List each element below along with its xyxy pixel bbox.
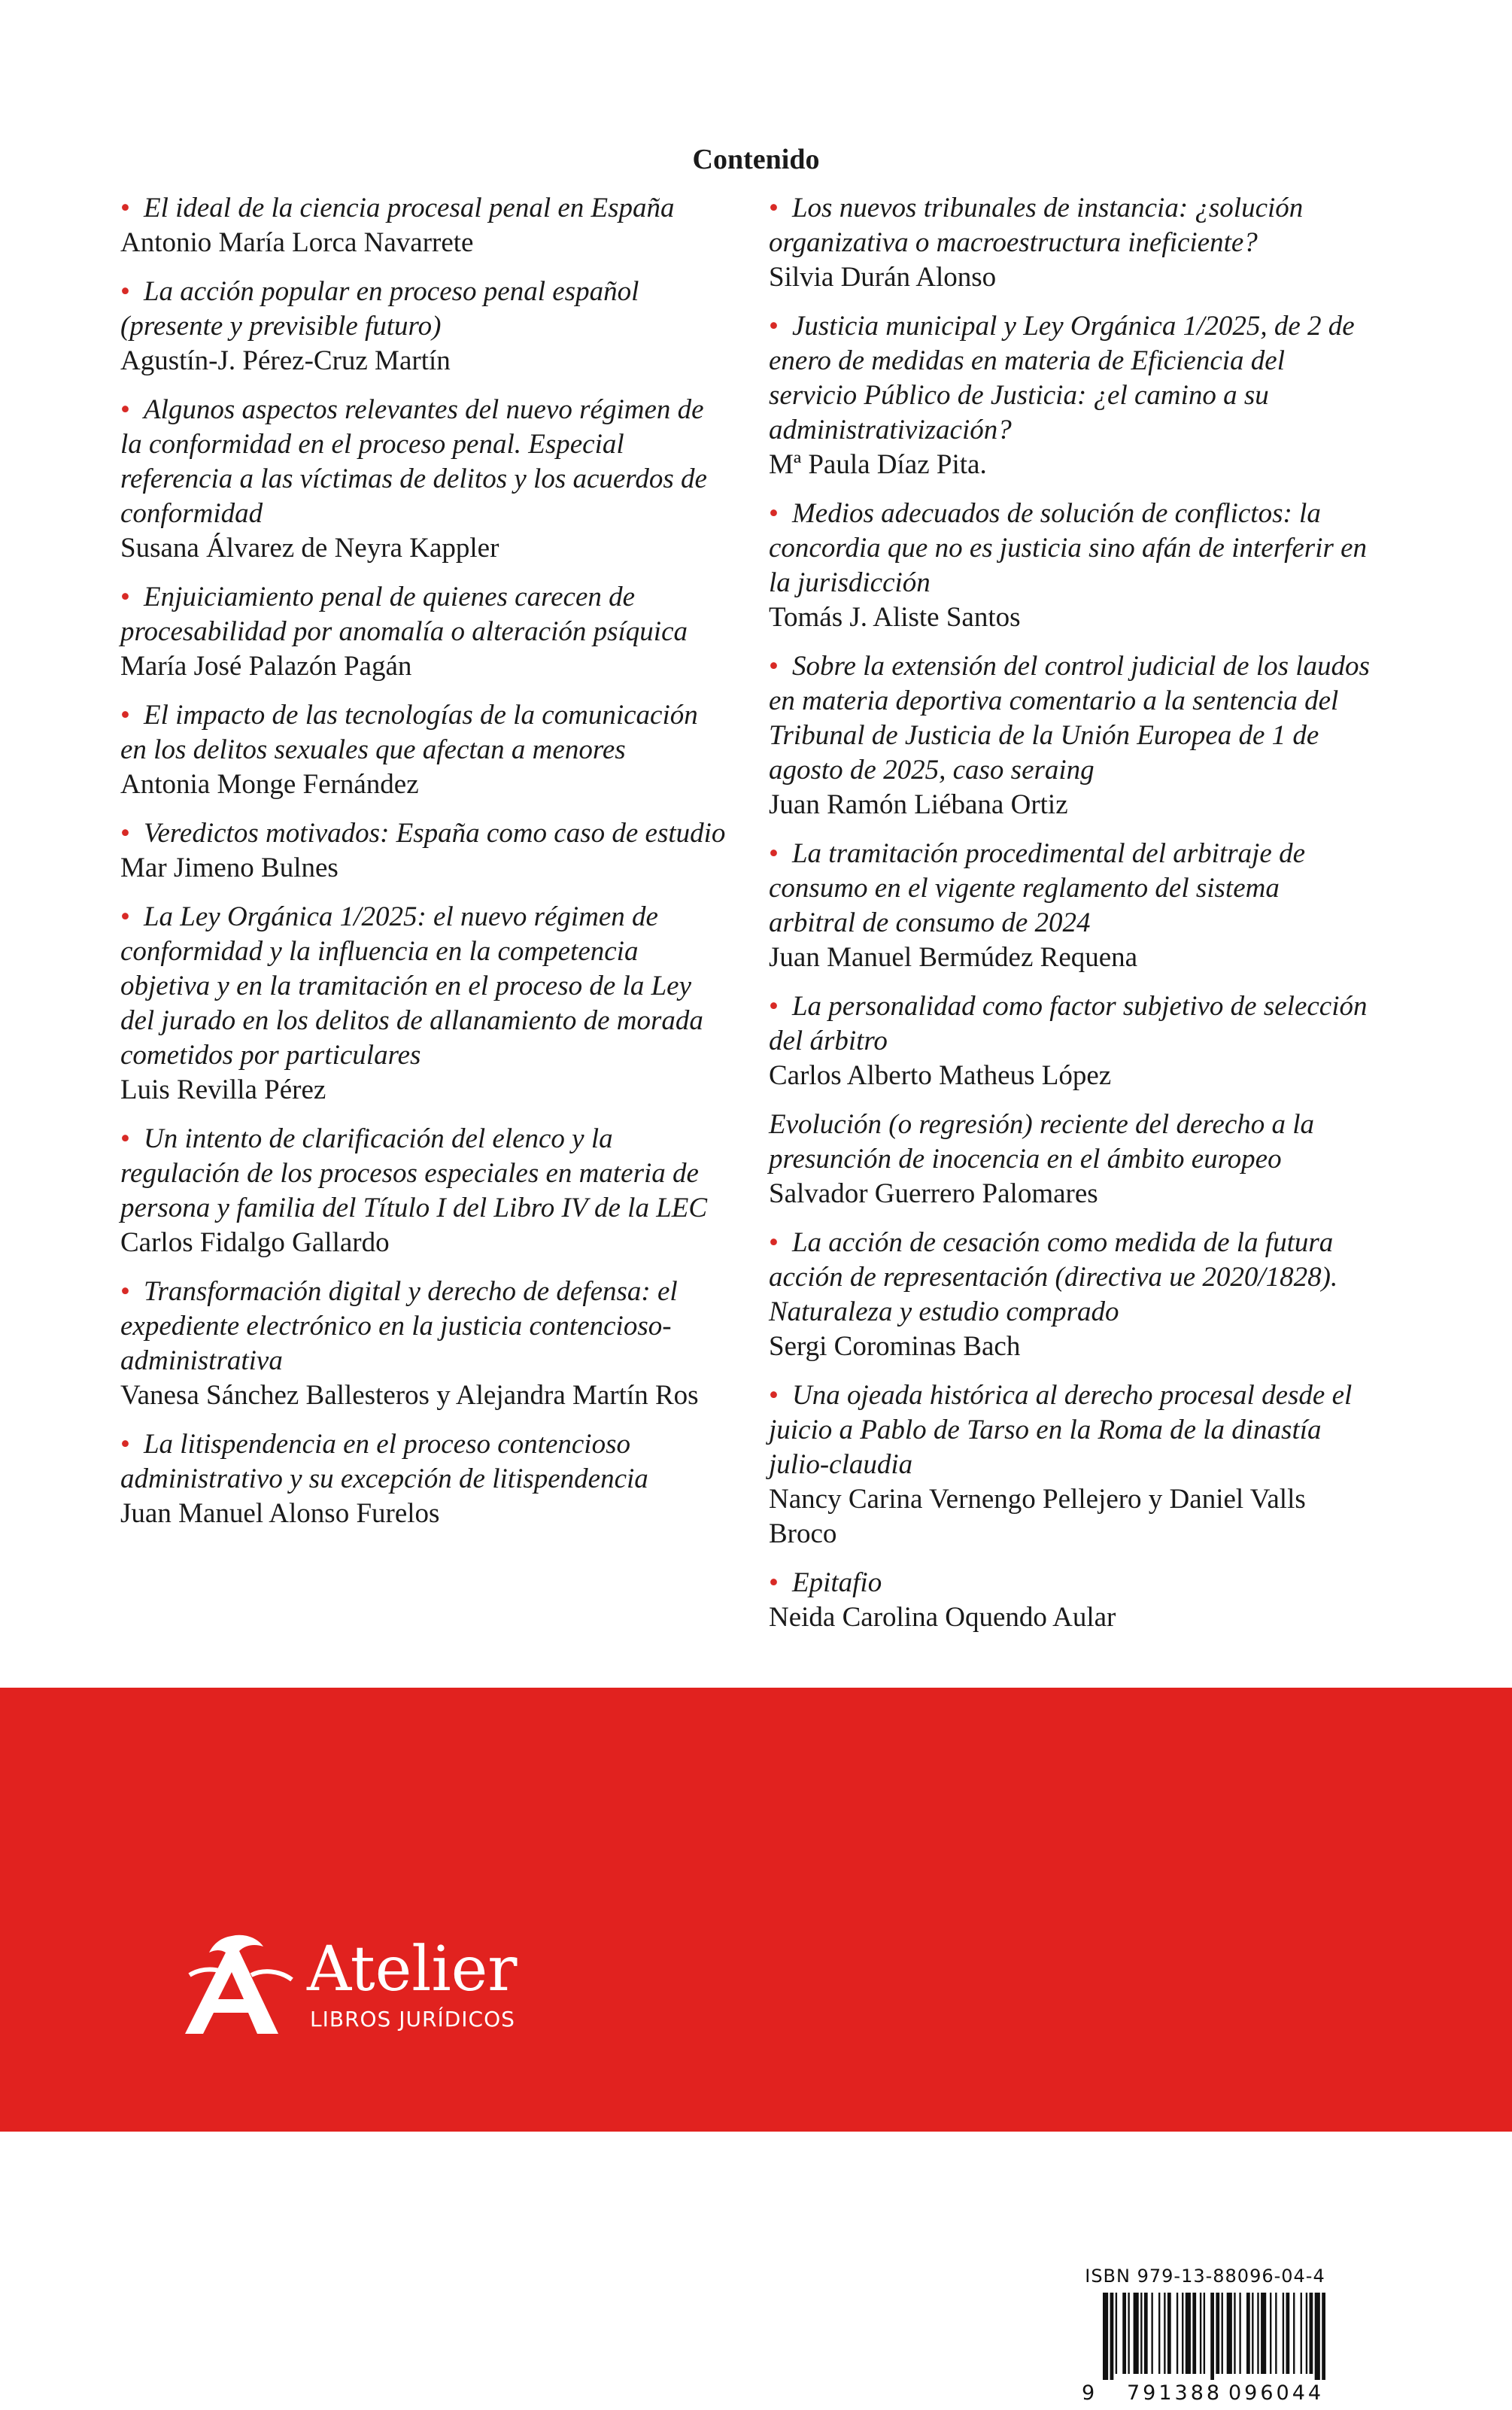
entry-title: Un intento de clarificación del elenco y la regulación de los procesos especiales en materia de persona y familia del Título I del Libro IV de la LEC <box>120 1123 708 1223</box>
contents-entry <box>769 191 1371 295</box>
bullet-icon: • <box>769 193 779 223</box>
entry-author: Antonio María Lorca Navarrete <box>120 227 474 258</box>
barcode-bar <box>1275 2293 1277 2374</box>
contents-entry <box>120 900 728 1108</box>
bullet-icon: • <box>120 901 130 932</box>
contents-heading: Contenido <box>692 144 820 175</box>
entry-author: Mª Paula Díaz Pita. <box>769 449 987 480</box>
barcode-bar <box>1252 2293 1253 2374</box>
contents-entry <box>120 1122 728 1260</box>
entry-author: Neida Carolina Oquendo Aular <box>769 1602 1116 1633</box>
barcode-bar <box>1103 2293 1108 2380</box>
bullet-icon: • <box>769 838 779 869</box>
entry-author: Susana Álvarez de Neyra Kappler <box>120 533 499 564</box>
contents-entry <box>120 275 728 378</box>
barcode-bar <box>1283 2293 1284 2374</box>
barcode-bar <box>1270 2293 1271 2374</box>
contents-entry <box>120 1275 728 1413</box>
barcode-bar <box>1216 2293 1219 2374</box>
bullet-icon: • <box>769 1567 779 1598</box>
entry-title: Veredictos motivados: España como caso de estudio <box>143 818 726 849</box>
barcode-bar <box>1200 2293 1201 2374</box>
barcode-bar <box>1134 2293 1139 2374</box>
contents-entry <box>120 816 728 886</box>
bullet-icon: • <box>769 1227 779 1258</box>
entry-author: Carlos Fidalgo Gallardo <box>120 1227 390 1258</box>
barcode-bar <box>1227 2293 1232 2374</box>
barcode-bar <box>1144 2293 1148 2374</box>
entry-author: Mar Jimeno Bulnes <box>120 852 339 883</box>
entry-author: Juan Manuel Alonso Furelos <box>120 1498 440 1529</box>
entry-author: Vanesa Sánchez Ballesteros y Alejandra Martín Ros <box>120 1380 699 1411</box>
barcode-bar <box>1151 2293 1152 2374</box>
entry-title: Justicia municipal y Ley Orgánica 1/2025, de 2 de enero de medidas en materia de Eficiencia del servicio Público de Justicia: ¿el camino a su administrativización? <box>769 311 1355 445</box>
contents-entry <box>769 1226 1371 1364</box>
barcode-digit-lead: 9 <box>1082 2381 1095 2405</box>
entry-author: Sergi Corominas Bach <box>769 1331 1021 1362</box>
barcode-bar <box>1110 2293 1114 2380</box>
bullet-icon: • <box>769 498 779 529</box>
publisher-logo <box>179 1930 570 2043</box>
contents-entry <box>120 393 728 566</box>
bullet-icon: • <box>120 818 130 849</box>
bullet-icon: • <box>120 1123 130 1154</box>
entry-author: Nancy Carina Vernengo Pellejero y Daniel Valls Broco <box>769 1484 1306 1549</box>
contents-entry <box>769 497 1371 635</box>
barcode-bar <box>1239 2293 1240 2374</box>
atelier-a-icon <box>179 1930 299 2043</box>
entry-title: Transformación digital y derecho de defensa: el expediente electrónico en la justicia contencioso-administrativa <box>120 1276 678 1376</box>
contents-entry <box>120 698 728 802</box>
contents-left-column <box>120 191 728 1545</box>
barcode-bar <box>1128 2293 1129 2374</box>
contents-entry <box>769 1566 1371 1635</box>
barcode-digits-right: 096044 <box>1228 2381 1325 2405</box>
entry-author: María José Palazón Pagán <box>120 651 412 682</box>
entry-title: El ideal de la ciencia procesal penal en España <box>143 193 675 223</box>
bullet-icon: • <box>769 1380 779 1411</box>
barcode-bar <box>1246 2293 1250 2374</box>
entry-title: La acción de cesación como medida de la futura acción de representación (directiva ue 2020/1828). Naturaleza y estudio comprado <box>769 1227 1338 1327</box>
contents-entry <box>769 989 1371 1093</box>
entry-author: Silvia Durán Alonso <box>769 262 997 293</box>
bullet-icon: • <box>120 394 130 425</box>
entry-title: La Ley Orgánica 1/2025: el nuevo régimen de conformidad y la influencia en la competencia objetiva y en la tramitación en el proceso de la Ley del jurado en los delitos de allanamiento de morada cometidos por particulares <box>120 901 703 1071</box>
entry-title: La personalidad como factor subjetivo de selección del árbitro <box>769 991 1368 1056</box>
entry-title: Los nuevos tribunales de instancia: ¿solución organizativa o macroestructura ineficiente? <box>769 193 1304 258</box>
barcode-bar <box>1177 2293 1178 2374</box>
barcode-bar <box>1116 2293 1117 2374</box>
barcode-bar <box>1293 2293 1295 2374</box>
barcode-bar <box>1315 2293 1320 2380</box>
barcode-digits-left: 791388 <box>1127 2381 1223 2405</box>
barcode-bar <box>1301 2293 1302 2374</box>
entry-author: Salvador Guerrero Palomares <box>769 1178 1098 1209</box>
contents-entry <box>769 1108 1371 1211</box>
contents-right-column <box>769 191 1371 1649</box>
contents-entry <box>120 580 728 684</box>
barcode-bar <box>1222 2293 1223 2374</box>
barcode-bar <box>1257 2293 1258 2374</box>
bullet-icon: • <box>120 1276 130 1307</box>
entry-author: Antonia Monge Fernández <box>120 769 419 800</box>
isbn-label: ISBN 979-13-88096-04-4 <box>1085 2266 1325 2287</box>
entry-title: Evolución (o regresión) reciente del derecho a la presunción de inocencia en el ámbito europeo <box>769 1109 1315 1175</box>
publisher-band <box>0 1688 1512 2405</box>
barcode-bar <box>1286 2293 1289 2374</box>
barcode-bar <box>1234 2293 1235 2374</box>
barcode-bar <box>1306 2293 1307 2374</box>
contents-entry <box>769 837 1371 975</box>
entry-title: Enjuiciamiento penal de quienes carecen de procesabilidad por anomalía o alteración psíquica <box>120 582 688 647</box>
bullet-icon: • <box>120 700 130 731</box>
contents-entry <box>769 649 1371 822</box>
publisher-name: Atelier <box>307 1934 518 2005</box>
entry-title: Una ojeada histórica al derecho procesal desde el juicio a Pablo de Tarso en la Roma de la dinastía julio-claudia <box>769 1380 1353 1480</box>
barcode-bar <box>1322 2293 1325 2380</box>
barcode-bar <box>1167 2293 1171 2374</box>
entry-title: Epitafio <box>791 1567 882 1598</box>
entry-author: Agustín-J. Pérez-Cruz Martín <box>120 345 451 376</box>
entry-title: La acción popular en proceso penal español (presente y previsible futuro) <box>120 276 639 342</box>
entry-author: Carlos Alberto Matheus López <box>769 1060 1112 1091</box>
barcode-bar <box>1182 2293 1183 2374</box>
barcode-bar <box>1140 2293 1142 2374</box>
barcode-bar <box>1210 2293 1214 2380</box>
entry-author: Juan Manuel Bermúdez Requena <box>769 942 1138 973</box>
contents-entry <box>769 1378 1371 1551</box>
entry-title: Sobre la extensión del control judicial de los laudos en materia deportiva comentario a la sentencia del Tribunal de Justicia de la Unión Europea de 1 de agosto de 2025, caso seraing <box>769 651 1370 786</box>
entry-title: Algunos aspectos relevantes del nuevo régimen de la conformidad en el proceso penal. Especial referencia a las víctimas de delitos y los acuerdos de conformidad <box>120 394 707 529</box>
barcode-bar <box>1310 2293 1313 2374</box>
entry-author: Luis Revilla Pérez <box>120 1074 326 1105</box>
contents-entry <box>120 1427 728 1531</box>
bullet-icon: • <box>769 311 779 342</box>
barcode-bar <box>1204 2293 1205 2374</box>
entry-author: Juan Ramón Liébana Ortiz <box>769 789 1068 820</box>
bullet-icon: • <box>769 651 779 682</box>
bullet-icon: • <box>769 991 779 1022</box>
bullet-icon: • <box>120 1429 130 1460</box>
barcode-bar <box>1192 2293 1196 2374</box>
entry-title: Medios adecuados de solución de conflictos: la concordia que no es justicia sino afán de interferir en la jurisdicción <box>769 498 1368 598</box>
bullet-icon: • <box>120 193 130 223</box>
bullet-icon: • <box>120 582 130 612</box>
entry-title: La tramitación procedimental del arbitraje de consumo en el vigente reglamento del sistema arbitral de consumo de 2024 <box>769 838 1305 938</box>
entry-title: La litispendencia en el proceso contencioso administrativo y su excepción de litispendencia <box>120 1429 648 1494</box>
bullet-icon: • <box>120 276 130 307</box>
entry-author: Tomás J. Aliste Santos <box>769 602 1021 633</box>
barcode-bar <box>1122 2293 1126 2374</box>
isbn-barcode <box>1077 2260 1333 2410</box>
contents-entry <box>120 191 728 260</box>
barcode-bar <box>1158 2293 1160 2374</box>
entry-title: El impacto de las tecnologías de la comunicación en los delitos sexuales que afectan a menores <box>120 700 698 765</box>
publisher-subtitle: LIBROS JURÍDICOS <box>310 2007 515 2032</box>
barcode-bar <box>1164 2293 1165 2374</box>
barcode-bars <box>1103 2293 1325 2380</box>
contents-entry <box>769 309 1371 482</box>
barcode-bar <box>1261 2293 1266 2374</box>
barcode-bar <box>1186 2293 1191 2374</box>
